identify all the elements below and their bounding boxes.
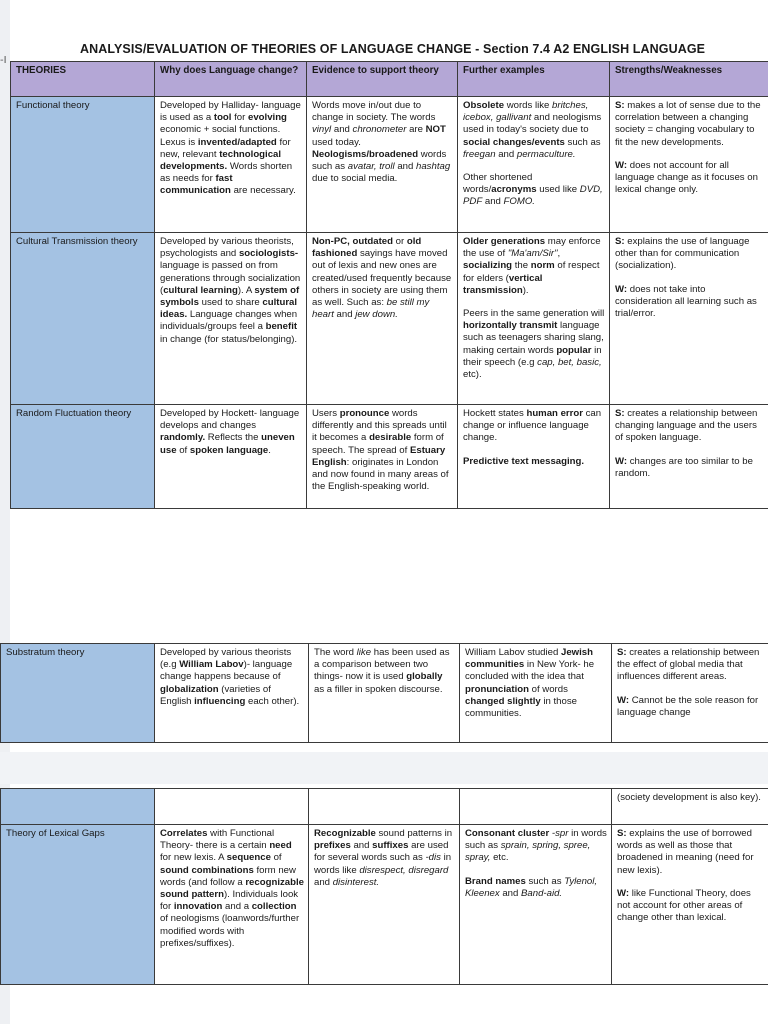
examples-cell xyxy=(458,405,610,509)
header-examples: Further examples xyxy=(458,62,610,97)
text-run: has been used as a comparison between two things- now it is used xyxy=(314,647,450,683)
text-run: sound patterns in xyxy=(375,828,453,839)
theory-name: Functional theory xyxy=(11,97,155,233)
emphasis-bold: sociologists- xyxy=(238,248,299,260)
emphasis-italic: jew down. xyxy=(355,309,398,321)
continuation-row xyxy=(1,789,768,825)
table-row xyxy=(11,97,768,233)
emphasis-bold: cultural ideas. xyxy=(160,297,298,321)
theory-name: Cultural Transmission theory xyxy=(11,233,155,405)
emphasis-bold: tool xyxy=(213,112,232,124)
strengths-weaknesses-cell xyxy=(612,644,768,743)
text-run: or xyxy=(393,236,407,247)
emphasis-italic: sprain, spring, spree, spray, xyxy=(465,840,591,864)
text-run: ). A xyxy=(237,284,255,296)
text-run: can change or influence language change. xyxy=(463,408,602,444)
text-run: language is passed on from generations through socialization ( xyxy=(160,260,301,296)
text-run: due to social media. xyxy=(312,173,398,185)
text-run: are used for several words such as xyxy=(314,840,449,864)
text-run: creates a relationship between the effect of global media that influences different areas. xyxy=(617,647,760,683)
emphasis-bold: system of symbols xyxy=(160,284,300,309)
why-cell-empty xyxy=(155,789,309,825)
text-run: in New York- he concluded with the idea that xyxy=(465,659,595,683)
text-run: sayings have moved out of lexis and new ones are created/used frequently because others in society are using them as well. Such as: xyxy=(312,248,452,309)
emphasis-bold: evolving xyxy=(248,112,287,124)
theory-name: Theory of Lexical Gaps xyxy=(1,825,155,985)
text-run: and xyxy=(394,161,417,173)
emphasis-bold: pronunciation xyxy=(465,683,529,695)
emphasis-italic: DVD, PDF xyxy=(463,184,603,208)
examples-cell xyxy=(458,97,610,233)
emphasis-bold: William Labov xyxy=(179,659,244,671)
emphasis-bold: W: xyxy=(615,283,628,295)
text-run: of xyxy=(176,444,190,456)
emphasis-bold: Correlates xyxy=(160,828,208,839)
text-run: and xyxy=(331,124,353,136)
emphasis-italic: permaculture. xyxy=(516,148,576,160)
emphasis-bold: Neologisms/broadened xyxy=(312,148,419,160)
emphasis-bold: W: xyxy=(615,455,628,467)
emphasis-bold: fast communication xyxy=(160,173,233,197)
emphasis-bold: collection xyxy=(251,901,297,913)
evidence-cell-empty xyxy=(309,789,460,825)
emphasis-bold: recognizable sound pattern xyxy=(160,876,304,901)
text-run: words like xyxy=(504,100,553,111)
text-run: and xyxy=(350,840,373,852)
paragraph-break xyxy=(463,161,605,172)
emphasis-italic: FOMO. xyxy=(503,196,535,208)
emphasis-bold: technological developments. xyxy=(160,148,282,173)
emphasis-bold: desirable xyxy=(369,432,412,444)
text-run: such as xyxy=(525,875,565,887)
text-run: as a filler in spoken discourse. xyxy=(314,683,443,695)
why-cell xyxy=(155,644,309,743)
table-row xyxy=(1,825,768,985)
text-run: does not take into consideration all learning such as trial/error. xyxy=(615,283,757,320)
text-run: ). xyxy=(522,284,529,296)
emphasis-bold: innovation xyxy=(173,901,223,913)
text-run: in words such as xyxy=(465,828,607,852)
examples-cell xyxy=(460,644,612,743)
text-run: Language changes when individuals/groups feel a xyxy=(160,309,298,333)
header-row xyxy=(11,62,768,97)
emphasis-bold: pronounce xyxy=(339,408,390,419)
emphasis-bold: benefit xyxy=(265,321,298,333)
emphasis-bold: old fashioned xyxy=(312,236,422,260)
text-run: Words move in/out due to change in society. The words xyxy=(312,100,436,124)
emphasis-bold: W: xyxy=(615,159,628,171)
paragraph-break xyxy=(617,684,764,695)
strengths-weaknesses-cell xyxy=(612,825,768,985)
text-run: with Functional Theory- there is a certain xyxy=(160,828,275,852)
why-cell xyxy=(155,233,307,405)
theory-name-empty xyxy=(1,789,155,825)
text-run: in words like xyxy=(314,852,452,876)
emphasis-italic: be still my heart xyxy=(312,297,430,321)
emphasis-bold: changed slightly xyxy=(465,695,541,707)
header-why: Why does Language change? xyxy=(155,62,307,97)
emphasis-italic: like xyxy=(356,647,372,658)
text-run: are necessary. xyxy=(230,185,296,197)
emphasis-bold: S: xyxy=(615,236,625,247)
text-run: (varieties of English xyxy=(160,683,271,707)
text-run: and xyxy=(499,887,522,899)
strengths-weaknesses-continuation: (society development is also key). xyxy=(612,789,768,825)
text-run: makes a lot of sense due to the correlation between a changing society = changing vocabulary to fit the new developments. xyxy=(615,100,761,148)
text-run: economic + social functions. Lexus is xyxy=(160,124,281,148)
emphasis-bold: Consonant cluster xyxy=(465,828,550,839)
emphasis-bold: Non-PC, outdated xyxy=(312,236,394,247)
text-run: Reflects the xyxy=(205,432,262,444)
emphasis-bold: socializing xyxy=(463,260,513,272)
text-run: and neologisms used in today's society due to xyxy=(463,112,602,136)
emphasis-italic: disinterest. xyxy=(332,876,380,888)
paragraph-break xyxy=(465,865,607,876)
emphasis-bold: invented/adapted xyxy=(197,136,277,148)
paragraph-break xyxy=(615,445,764,456)
text-run: and xyxy=(314,876,333,888)
emphasis-bold: S: xyxy=(617,828,627,839)
text-run: Users xyxy=(312,408,340,419)
evidence-cell xyxy=(307,405,458,509)
text-run: Other shortened words/ xyxy=(463,172,533,196)
emphasis-bold: S: xyxy=(615,100,625,111)
emphasis-bold: sound combinations xyxy=(160,864,254,876)
text-run: the xyxy=(512,260,531,272)
text-run: may enforce the use of xyxy=(463,236,601,260)
text-run: such as xyxy=(564,136,601,148)
text-run: of respect for elders ( xyxy=(463,260,600,284)
table-row xyxy=(11,233,768,405)
paragraph-break xyxy=(463,297,605,308)
evidence-cell xyxy=(309,825,460,985)
text-run: words differently and this spreads until it becomes a xyxy=(312,408,447,444)
emphasis-bold: sequence xyxy=(226,852,271,864)
emphasis-bold: globalization xyxy=(160,683,219,695)
text-run: Developed by Hockett- language develops and changes xyxy=(160,408,300,432)
emphasis-bold: horizontally transmit xyxy=(463,320,558,332)
text-run: of words xyxy=(528,683,568,695)
text-run: Developed by various theorists, psychologists and xyxy=(160,236,294,260)
emphasis-bold: Recognizable xyxy=(314,828,376,839)
text-run: etc. xyxy=(490,852,509,864)
text-run: for new, relevant xyxy=(160,136,291,160)
emphasis-italic: Tylenol, Kleenex xyxy=(465,875,598,899)
theories-table-part-2 xyxy=(0,643,768,743)
text-run: : originates in London and now found in many areas of the English-speaking world. xyxy=(312,456,449,493)
emphasis-italic: "Ma'am/Sir" xyxy=(507,248,558,260)
text-run: are xyxy=(406,124,426,136)
text-run: Peers in the same generation will xyxy=(463,308,605,320)
text-run: in change (for status/belonging). xyxy=(160,333,298,345)
emphasis-bold: prefixes xyxy=(314,840,351,852)
emphasis-bold: Obsolete xyxy=(463,100,505,111)
emphasis-bold: influencing xyxy=(194,695,246,707)
emphasis-bold: W: xyxy=(617,887,630,899)
text-run: does not account for all language change as it focuses on lexical change only. xyxy=(615,159,758,196)
emphasis-bold: globally xyxy=(406,671,443,683)
emphasis-italic: Band-aid. xyxy=(521,887,563,899)
examples-cell xyxy=(458,233,610,405)
emphasis-italic: disrespect, disregard xyxy=(359,864,449,876)
text-run: used like xyxy=(536,184,580,196)
text-run: William Labov studied xyxy=(465,647,561,658)
emphasis-italic: -spr xyxy=(551,828,569,839)
emphasis-bold: suffixes xyxy=(372,840,409,852)
emphasis-bold: Older generations xyxy=(463,236,546,247)
text-run: Hockett states xyxy=(463,408,527,419)
text-run: of neologisms (loanwords/further modified words with prefixes/suffixes). xyxy=(160,913,300,949)
emphasis-bold: human error xyxy=(526,408,583,419)
emphasis-bold: acronyms xyxy=(491,184,537,196)
text-run: and xyxy=(495,148,517,160)
text-run: for xyxy=(231,112,248,124)
emphasis-bold: social changes/events xyxy=(463,136,565,148)
table-row xyxy=(11,405,768,509)
text-run: used today. xyxy=(312,136,361,148)
emphasis-italic: -dis xyxy=(425,852,441,864)
evidence-cell xyxy=(307,97,458,233)
emphasis-bold: Brand names xyxy=(465,875,526,887)
why-cell xyxy=(155,405,307,509)
text-run: and a xyxy=(222,901,252,913)
theories-table-part-3 xyxy=(0,788,768,985)
text-run: explains the use of language other than for communication (socialization). xyxy=(615,236,750,272)
text-run: The word xyxy=(314,647,357,658)
emphasis-bold: uneven use xyxy=(160,432,295,456)
paragraph-break xyxy=(463,445,605,456)
text-run: ). Individuals look for xyxy=(160,889,299,913)
emphasis-italic: britches, icebox, gallivant xyxy=(463,100,589,124)
text-run: explains the use of borrowed words as well as those that broadened in meaning (need for new lexis). xyxy=(617,828,754,876)
text-run: each other). xyxy=(245,695,300,707)
paragraph-break xyxy=(617,877,764,888)
table-row xyxy=(1,644,768,743)
theories-table-part-1 xyxy=(10,61,768,509)
text-run: used to share xyxy=(198,297,263,309)
text-run: Cannot be the sole reason for language change xyxy=(617,694,759,718)
text-run: words such as xyxy=(312,148,447,173)
emphasis-italic: chronometer xyxy=(352,124,407,136)
strengths-weaknesses-cell xyxy=(610,405,768,509)
header-evidence: Evidence to support theory xyxy=(307,62,458,97)
examples-cell xyxy=(460,825,612,985)
emphasis-italic: cap, bet, basic, xyxy=(537,356,602,368)
text-run: language such as teenagers sharing slang, making certain words xyxy=(463,320,604,356)
strengths-weaknesses-cell xyxy=(610,97,768,233)
text-run: Developed by Halliday- language is used as a xyxy=(160,100,301,124)
emphasis-bold: need xyxy=(269,840,292,852)
evidence-cell xyxy=(307,233,458,405)
text-run: . xyxy=(268,444,271,456)
emphasis-bold: Estuary English xyxy=(312,444,446,468)
text-run: form new words (and follow a xyxy=(160,864,296,888)
text-run: of xyxy=(270,852,282,864)
theory-name: Substratum theory xyxy=(1,644,155,743)
emphasis-bold: Predictive text messaging. xyxy=(463,455,585,467)
paragraph-break xyxy=(615,149,764,160)
evidence-cell xyxy=(309,644,460,743)
text-run: Developed by various theorists (e.g xyxy=(160,647,292,671)
header-theories: THEORIES xyxy=(11,62,155,97)
text-run: Words shorten as needs for xyxy=(160,161,293,185)
paragraph-break xyxy=(615,273,764,284)
text-run: like Functional Theory, does not account for other areas of change other than lexical. xyxy=(617,887,751,924)
text-run: etc). xyxy=(463,369,482,381)
why-cell xyxy=(155,97,307,233)
emphasis-bold: vertical transmission xyxy=(463,272,543,296)
emphasis-italic: hashtag xyxy=(416,161,451,173)
text-run: and xyxy=(333,309,356,321)
emphasis-bold: norm xyxy=(530,260,555,272)
page-break xyxy=(0,752,768,784)
header-strengths-weaknesses: Strengths/Weaknesses xyxy=(610,62,768,97)
emphasis-bold: popular xyxy=(556,344,592,356)
document-title: ANALYSIS/EVALUATION OF THEORIES OF LANGUAGE CHANGE - Section 7.4 A2 ENGLISH LANGUAGE xyxy=(80,42,706,56)
emphasis-italic: freegan xyxy=(463,148,496,160)
text-run: in their speech (e.g xyxy=(463,344,602,368)
emphasis-bold: S: xyxy=(617,647,627,658)
why-cell xyxy=(155,825,309,985)
text-run: creates a relationship between changing language and the users of spoken language. xyxy=(615,408,758,444)
examples-cell-empty xyxy=(460,789,612,825)
text-run: )- language change happens because of xyxy=(160,659,293,683)
text-run: form of speech. The spread of xyxy=(312,432,444,456)
text-run: changes are too similar to be random. xyxy=(615,455,753,479)
strengths-weaknesses-cell xyxy=(610,233,768,405)
emphasis-bold: spoken language xyxy=(189,444,269,456)
emphasis-bold: W: xyxy=(617,694,630,706)
emphasis-bold: NOT xyxy=(425,124,446,136)
emphasis-bold: randomly. xyxy=(160,432,206,444)
gutter-mark: -I xyxy=(0,55,7,66)
text-run: for new lexis. A xyxy=(160,852,227,864)
text-run: and xyxy=(482,196,504,208)
text-run: , xyxy=(557,248,561,260)
theory-name: Random Fluctuation theory xyxy=(11,405,155,509)
emphasis-italic: vinyl xyxy=(312,124,332,136)
emphasis-bold: cultural learning xyxy=(163,284,238,296)
emphasis-italic: avatar, troll xyxy=(347,161,395,173)
emphasis-bold: S: xyxy=(615,408,625,419)
emphasis-bold: Jewish communities xyxy=(465,647,593,671)
text-run: in those communities. xyxy=(465,695,577,720)
